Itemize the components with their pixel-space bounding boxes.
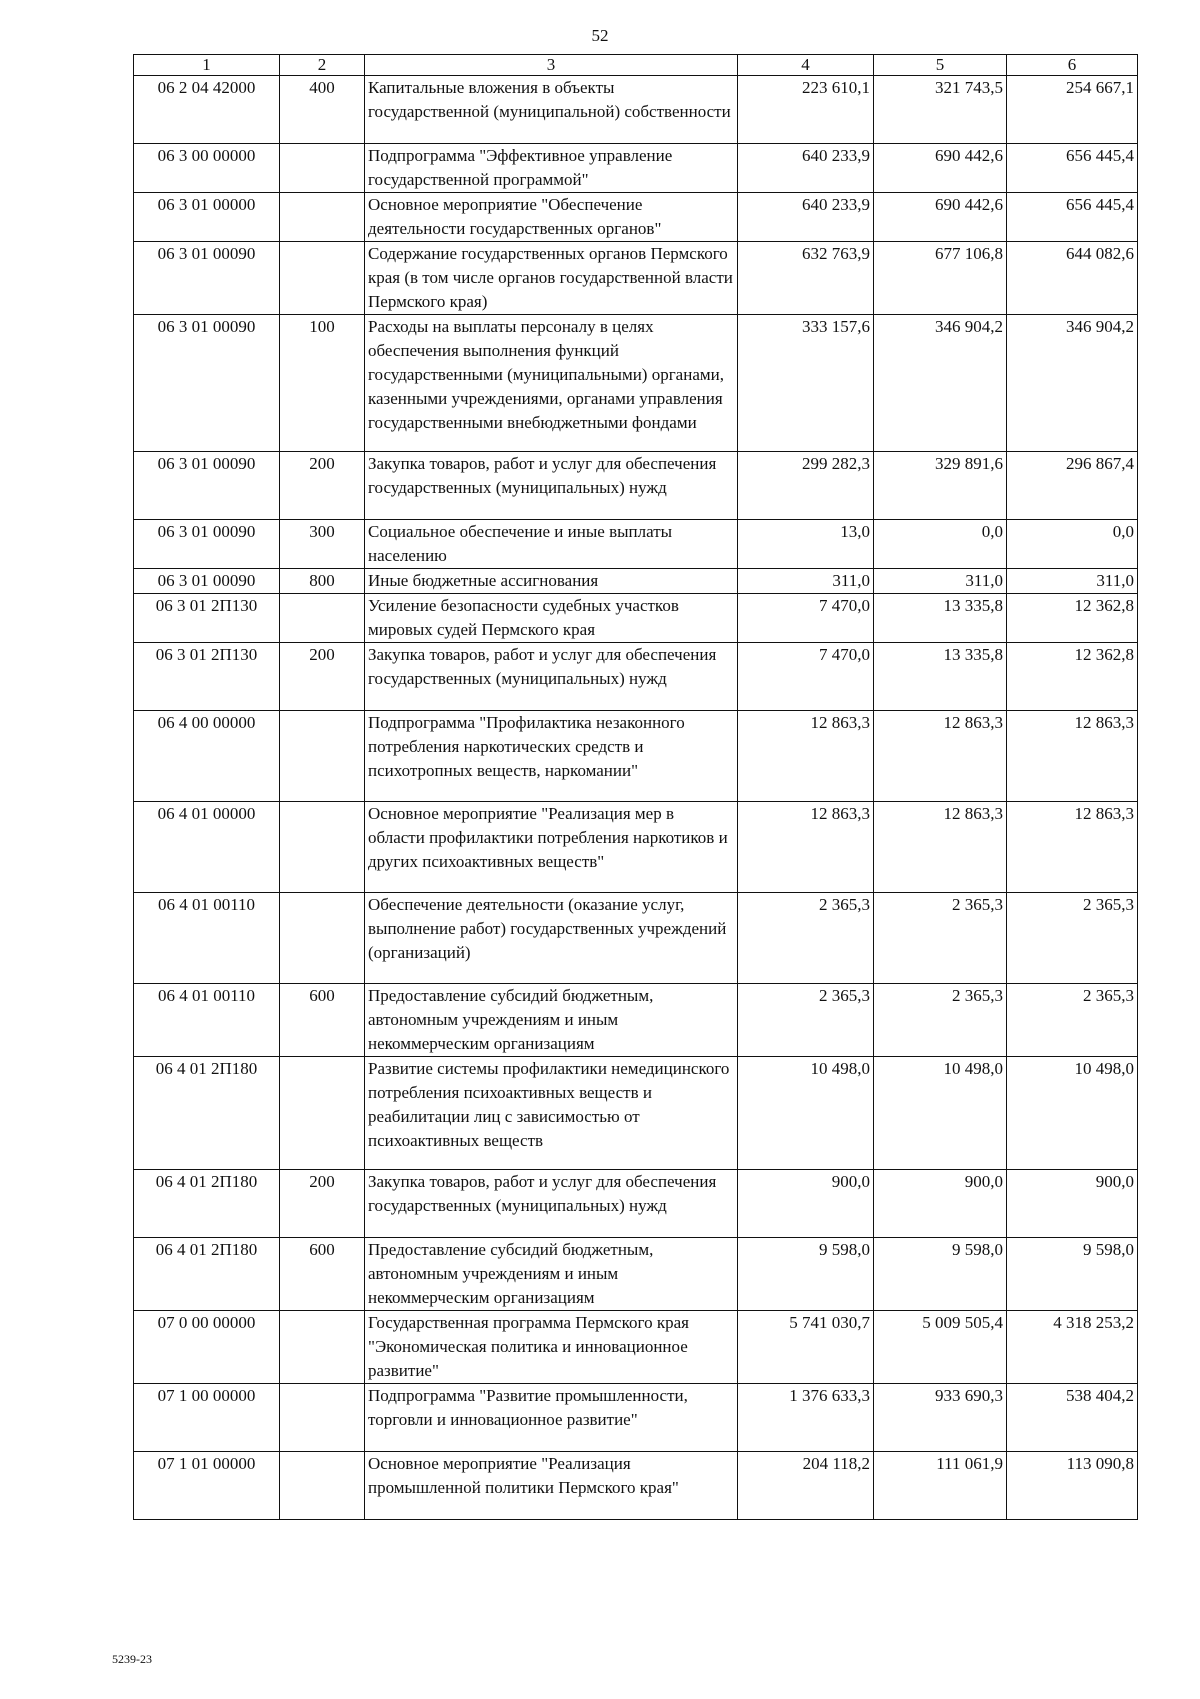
value-col5-cell: 933 690,3 xyxy=(874,1384,1007,1452)
value-col4-cell: 5 741 030,7 xyxy=(738,1311,874,1384)
table-row xyxy=(134,594,1138,643)
type-cell: 200 xyxy=(280,1170,365,1238)
value-col6-cell: 656 445,4 xyxy=(1007,144,1138,193)
type-cell xyxy=(280,711,365,802)
code-cell: 06 3 01 2П130 xyxy=(134,643,280,711)
value-col5-cell: 111 061,9 xyxy=(874,1452,1007,1520)
type-cell xyxy=(280,242,365,315)
value-col4-cell: 10 498,0 xyxy=(738,1057,874,1170)
type-cell: 600 xyxy=(280,1238,365,1311)
table-row xyxy=(134,1384,1138,1452)
value-col4-cell: 299 282,3 xyxy=(738,452,874,520)
code-cell: 06 4 01 2П180 xyxy=(134,1170,280,1238)
value-col4-cell: 2 365,3 xyxy=(738,893,874,984)
code-cell: 06 4 01 2П180 xyxy=(134,1238,280,1311)
value-col6-cell: 113 090,8 xyxy=(1007,1452,1138,1520)
name-cell: Социальное обеспечение и иные выплаты населению xyxy=(365,520,738,569)
value-col6-cell: 2 365,3 xyxy=(1007,893,1138,984)
value-col6-cell: 0,0 xyxy=(1007,520,1138,569)
code-cell: 06 3 01 00090 xyxy=(134,569,280,594)
name-cell: Закупка товаров, работ и услуг для обеспечения государственных (муниципальных) нужд xyxy=(365,452,738,520)
value-col6-cell: 12 362,8 xyxy=(1007,643,1138,711)
name-cell: Содержание государственных органов Пермского края (в том числе органов государственной власти Пермского края) xyxy=(365,242,738,315)
column-header-5: 5 xyxy=(874,55,1007,76)
table-row xyxy=(134,452,1138,520)
value-col6-cell: 644 082,6 xyxy=(1007,242,1138,315)
table-row xyxy=(134,76,1138,144)
type-cell xyxy=(280,1452,365,1520)
column-header-3: 3 xyxy=(365,55,738,76)
type-cell: 300 xyxy=(280,520,365,569)
value-col5-cell: 13 335,8 xyxy=(874,643,1007,711)
table-row xyxy=(134,643,1138,711)
value-col5-cell: 2 365,3 xyxy=(874,893,1007,984)
type-cell xyxy=(280,802,365,893)
table-row xyxy=(134,984,1138,1057)
type-cell: 100 xyxy=(280,315,365,452)
code-cell: 06 4 01 00000 xyxy=(134,802,280,893)
value-col5-cell: 5 009 505,4 xyxy=(874,1311,1007,1384)
table-row xyxy=(134,1170,1138,1238)
value-col5-cell: 10 498,0 xyxy=(874,1057,1007,1170)
type-cell xyxy=(280,893,365,984)
code-cell: 06 3 01 00090 xyxy=(134,242,280,315)
value-col5-cell: 2 365,3 xyxy=(874,984,1007,1057)
value-col4-cell: 204 118,2 xyxy=(738,1452,874,1520)
page-number: 52 xyxy=(591,26,609,45)
name-cell: Расходы на выплаты персоналу в целях обеспечения выполнения функций государственными (муниципальными) органами, казенными учреждениями, органами управления государственными внебюджетными фондами xyxy=(365,315,738,452)
table-row xyxy=(134,711,1138,802)
table-row xyxy=(134,242,1138,315)
table-row xyxy=(134,520,1138,569)
value-col4-cell: 12 863,3 xyxy=(738,802,874,893)
code-cell: 06 3 01 00000 xyxy=(134,193,280,242)
code-cell: 06 2 04 42000 xyxy=(134,76,280,144)
name-cell: Обеспечение деятельности (оказание услуг, выполнение работ) государственных учреждений (организаций) xyxy=(365,893,738,984)
type-cell xyxy=(280,1311,365,1384)
type-cell xyxy=(280,594,365,643)
column-header-1: 1 xyxy=(134,55,280,76)
column-header-4: 4 xyxy=(738,55,874,76)
type-cell xyxy=(280,1384,365,1452)
value-col4-cell: 2 365,3 xyxy=(738,984,874,1057)
value-col6-cell: 538 404,2 xyxy=(1007,1384,1138,1452)
value-col6-cell: 2 365,3 xyxy=(1007,984,1138,1057)
table-row xyxy=(134,193,1138,242)
name-cell: Развитие системы профилактики немедицинского потребления психоактивных веществ и реабилитации лиц с зависимостью от психоактивных веществ xyxy=(365,1057,738,1170)
name-cell: Капитальные вложения в объекты государственной (муниципальной) собственности xyxy=(365,76,738,144)
value-col5-cell: 346 904,2 xyxy=(874,315,1007,452)
table-row xyxy=(134,315,1138,452)
type-cell: 200 xyxy=(280,643,365,711)
table-row xyxy=(134,1452,1138,1520)
name-cell: Предоставление субсидий бюджетным, автономным учреждениям и иным некоммерческим организациям xyxy=(365,984,738,1057)
name-cell: Основное мероприятие "Реализация промышленной политики Пермского края" xyxy=(365,1452,738,1520)
value-col6-cell: 9 598,0 xyxy=(1007,1238,1138,1311)
value-col4-cell: 632 763,9 xyxy=(738,242,874,315)
code-cell: 06 4 00 00000 xyxy=(134,711,280,802)
value-col4-cell: 640 233,9 xyxy=(738,144,874,193)
code-cell: 06 4 01 00110 xyxy=(134,893,280,984)
value-col6-cell: 296 867,4 xyxy=(1007,452,1138,520)
value-col5-cell: 9 598,0 xyxy=(874,1238,1007,1311)
code-cell: 06 3 01 2П130 xyxy=(134,594,280,643)
table-header-row xyxy=(134,55,1138,76)
value-col5-cell: 321 743,5 xyxy=(874,76,1007,144)
value-col4-cell: 13,0 xyxy=(738,520,874,569)
value-col5-cell: 690 442,6 xyxy=(874,193,1007,242)
value-col4-cell: 1 376 633,3 xyxy=(738,1384,874,1452)
value-col5-cell: 677 106,8 xyxy=(874,242,1007,315)
type-cell xyxy=(280,1057,365,1170)
name-cell: Иные бюджетные ассигнования xyxy=(365,569,738,594)
name-cell: Закупка товаров, работ и услуг для обеспечения государственных (муниципальных) нужд xyxy=(365,1170,738,1238)
name-cell: Основное мероприятие "Реализация мер в области профилактики потребления наркотиков и других психоактивных веществ" xyxy=(365,802,738,893)
name-cell: Подпрограмма "Развитие промышленности, торговли и инновационное развитие" xyxy=(365,1384,738,1452)
value-col5-cell: 12 863,3 xyxy=(874,802,1007,893)
column-header-2: 2 xyxy=(280,55,365,76)
table-row xyxy=(134,893,1138,984)
code-cell: 06 4 01 00110 xyxy=(134,984,280,1057)
code-cell: 07 0 00 00000 xyxy=(134,1311,280,1384)
value-col5-cell: 13 335,8 xyxy=(874,594,1007,643)
type-cell xyxy=(280,193,365,242)
table-row xyxy=(134,1057,1138,1170)
name-cell: Основное мероприятие "Обеспечение деятельности государственных органов" xyxy=(365,193,738,242)
name-cell: Усиление безопасности судебных участков мировых судей Пермского края xyxy=(365,594,738,643)
budget-table xyxy=(133,54,1138,1520)
value-col6-cell: 346 904,2 xyxy=(1007,315,1138,452)
value-col4-cell: 12 863,3 xyxy=(738,711,874,802)
value-col5-cell: 900,0 xyxy=(874,1170,1007,1238)
value-col6-cell: 4 318 253,2 xyxy=(1007,1311,1138,1384)
value-col6-cell: 12 362,8 xyxy=(1007,594,1138,643)
value-col6-cell: 10 498,0 xyxy=(1007,1057,1138,1170)
value-col5-cell: 311,0 xyxy=(874,569,1007,594)
value-col6-cell: 12 863,3 xyxy=(1007,711,1138,802)
value-col4-cell: 640 233,9 xyxy=(738,193,874,242)
type-cell: 600 xyxy=(280,984,365,1057)
value-col4-cell: 9 598,0 xyxy=(738,1238,874,1311)
code-cell: 06 3 01 00090 xyxy=(134,315,280,452)
code-cell: 06 3 01 00090 xyxy=(134,520,280,569)
table-body xyxy=(134,76,1138,1520)
code-cell: 07 1 01 00000 xyxy=(134,1452,280,1520)
column-header-6: 6 xyxy=(1007,55,1138,76)
type-cell: 200 xyxy=(280,452,365,520)
document-code: 5239-23 xyxy=(112,1652,152,1666)
table-row xyxy=(134,802,1138,893)
value-col4-cell: 333 157,6 xyxy=(738,315,874,452)
value-col6-cell: 12 863,3 xyxy=(1007,802,1138,893)
code-cell: 06 3 00 00000 xyxy=(134,144,280,193)
value-col4-cell: 7 470,0 xyxy=(738,643,874,711)
code-cell: 06 4 01 2П180 xyxy=(134,1057,280,1170)
value-col6-cell: 311,0 xyxy=(1007,569,1138,594)
value-col5-cell: 0,0 xyxy=(874,520,1007,569)
value-col5-cell: 12 863,3 xyxy=(874,711,1007,802)
value-col4-cell: 223 610,1 xyxy=(738,76,874,144)
table-row xyxy=(134,569,1138,594)
table-row xyxy=(134,1238,1138,1311)
value-col6-cell: 254 667,1 xyxy=(1007,76,1138,144)
name-cell: Государственная программа Пермского края "Экономическая политика и инновационное развитие" xyxy=(365,1311,738,1384)
name-cell: Подпрограмма "Профилактика незаконного потребления наркотических средств и психотропных веществ, наркомании" xyxy=(365,711,738,802)
type-cell xyxy=(280,144,365,193)
value-col6-cell: 656 445,4 xyxy=(1007,193,1138,242)
code-cell: 07 1 00 00000 xyxy=(134,1384,280,1452)
type-cell: 800 xyxy=(280,569,365,594)
code-cell: 06 3 01 00090 xyxy=(134,452,280,520)
value-col4-cell: 900,0 xyxy=(738,1170,874,1238)
name-cell: Предоставление субсидий бюджетным, автономным учреждениям и иным некоммерческим организациям xyxy=(365,1238,738,1311)
value-col6-cell: 900,0 xyxy=(1007,1170,1138,1238)
value-col4-cell: 311,0 xyxy=(738,569,874,594)
table-row xyxy=(134,1311,1138,1384)
value-col4-cell: 7 470,0 xyxy=(738,594,874,643)
name-cell: Подпрограмма "Эффективное управление государственной программой" xyxy=(365,144,738,193)
type-cell: 400 xyxy=(280,76,365,144)
name-cell: Закупка товаров, работ и услуг для обеспечения государственных (муниципальных) нужд xyxy=(365,643,738,711)
value-col5-cell: 329 891,6 xyxy=(874,452,1007,520)
table-row xyxy=(134,144,1138,193)
value-col5-cell: 690 442,6 xyxy=(874,144,1007,193)
